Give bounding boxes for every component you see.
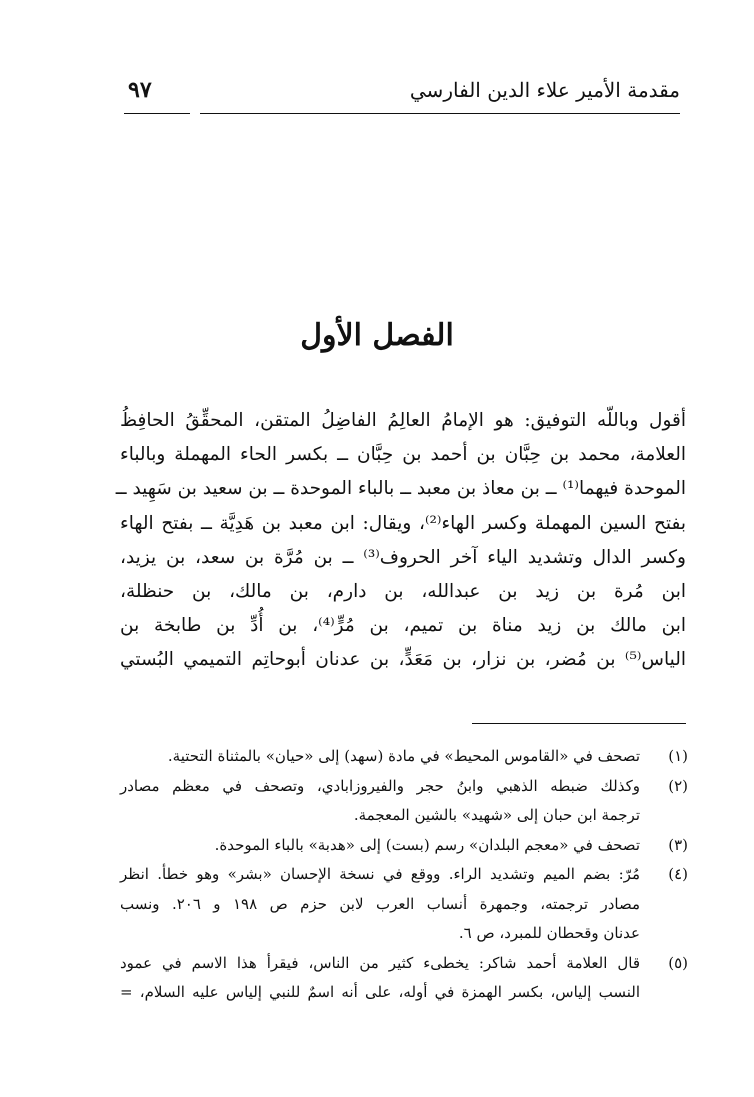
footnote-line: وكذلك ضبطه الذهبي وابنُ حجر والفيروزابادي، وتصحف في معظم مصادر [120, 776, 640, 795]
footnote-5 [120, 949, 688, 1008]
footnote-line: تصحف في «القاموس المحيط» في مادة (سهد) إلى «حيان» بالمثناة التحتية. [167, 747, 640, 765]
footnote-line: النسب إلياس، بكسر الهمزة في أوله، على أنه اسمٌ للنبي إلياس عليه السلام، = [120, 983, 640, 1001]
body-paragraph [115, 404, 686, 678]
body-line: بفتح السين المهملة وكسر الهاء⁽²⁾، ويقال: ابن معبد بن هَدِيَّة ــ بفتح الهاء [120, 512, 686, 534]
body-line: العلامة، محمد بن حِبَّان بن أحمد بن حِبَّان ــ بكسر الحاء المهملة وبالباء [120, 444, 686, 466]
footnote-line: تصحف في «معجم البلدان» رسم (بست) إلى «هدبة» بالباء الموحدة. [214, 835, 640, 854]
footnote-line: ترجمة ابن حبان إلى «شهيد» بالشين المعجمة. [353, 806, 640, 824]
page-number: ٩٧ [128, 77, 152, 103]
footnote-separator [472, 723, 686, 724]
footnotes [120, 742, 688, 1008]
header-rule-long [200, 113, 680, 114]
footnote-1 [120, 742, 688, 772]
footnote-4 [120, 860, 688, 949]
body-line: ابن مالك بن زيد مناة بن تميم، بن مُرٍّ⁽⁴⁾، بن أُدِّ بن طابخة بن [120, 615, 686, 637]
body-line: الموحدة فيهما⁽¹⁾ ــ بن معاذ بن معبد ــ بالباء الموحدة ــ بن سعيد بن سَهِيد ــ [115, 478, 686, 500]
footnote-number: (٢) [668, 776, 688, 795]
body-line: ابن مُرة بن زيد بن عبدالله، بن دارم، بن مالك، بن حنظلة، [120, 580, 686, 602]
footnote-number: (١) [668, 747, 688, 765]
body-line: وكسر الدال وتشديد الياء آخر الحروف⁽³⁾ ــ بن مُرَّة بن سعد، بن يزيد، [120, 546, 686, 568]
body-line: أقول وباللّه التوفيق: هو الإمامُ العالِمُ الفاضِلُ المتقن، المحقِّقُ الحافِظُ [120, 410, 686, 431]
header-rule-short [124, 113, 190, 114]
page-header [128, 76, 680, 106]
footnote-number: (٤) [668, 865, 688, 883]
footnote-3 [120, 831, 688, 861]
running-title: مقدمة الأمير علاء الدين الفارسي [409, 78, 680, 102]
footnote-line: قال العلامة أحمد شاكر: يخطىء كثير من الناس، فيقرأ هذا الاسم في عمود [120, 953, 640, 972]
footnote-line: عدنان وقحطان للمبرد، ص ٦. [458, 924, 640, 942]
footnote-line: مصادر ترجمته، وجمهرة أنساب العرب لابن حزم ص ١٩٨ و ٢٠٦. ونسب [120, 894, 640, 913]
chapter-title: الفصل الأول [300, 318, 454, 353]
footnote-line: مُرّ: بضم الميم وتشديد الراء. ووقع في نسخة الإحسان «بشر» وهو خطأ. انظر [120, 865, 640, 883]
body-line: الياس⁽⁵⁾ بن مُضر، بن نزار، بن مَعَدٍّ، بن عدنان أبوحاتِم التميمي البُستي [120, 649, 686, 671]
footnote-number: (٣) [668, 835, 688, 854]
footnote-2 [120, 772, 688, 831]
footnote-number: (٥) [668, 953, 688, 972]
